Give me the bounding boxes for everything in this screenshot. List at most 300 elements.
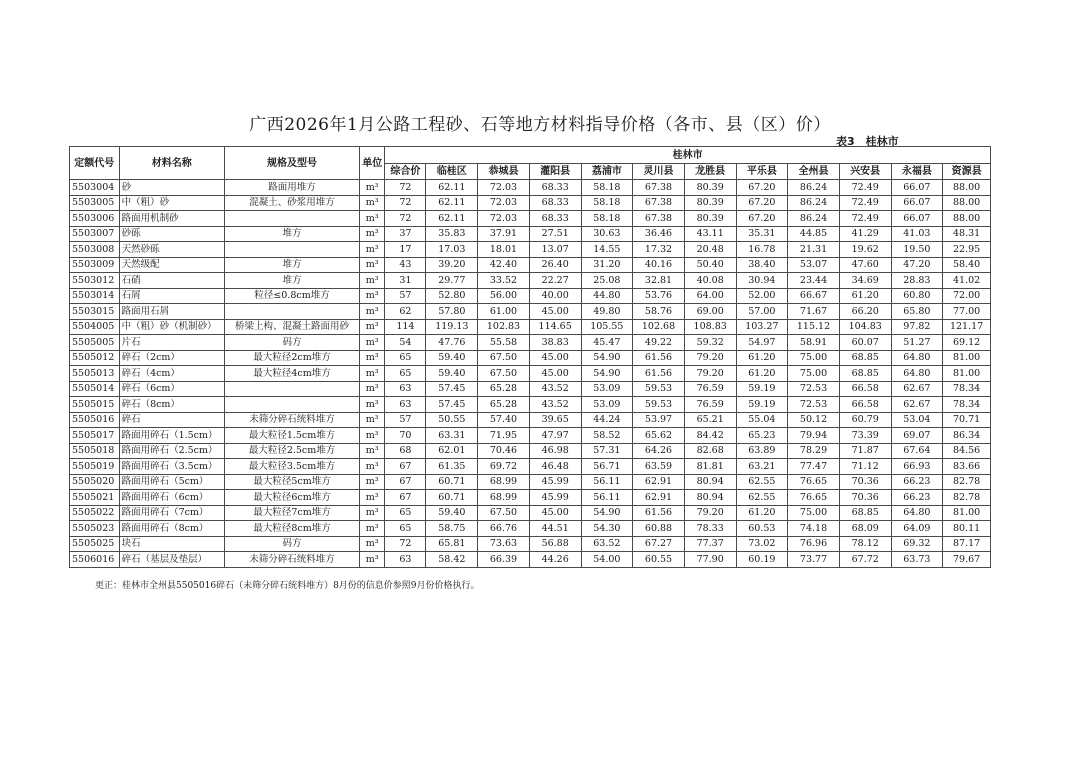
cell-code: 5503004 <box>70 180 120 196</box>
cell-unit: m³ <box>360 397 385 413</box>
cell-price: 72.49 <box>839 180 891 196</box>
cell-price: 57.40 <box>478 412 530 428</box>
cell-price: 43.52 <box>529 381 581 397</box>
cell-material-name: 中（粗）砂（机制砂） <box>119 319 224 335</box>
cell-price: 72.49 <box>839 195 891 211</box>
cell-price: 58.42 <box>426 552 478 568</box>
cell-price: 47.20 <box>891 257 943 273</box>
cell-price: 54.90 <box>581 350 633 366</box>
cell-price: 102.68 <box>633 319 685 335</box>
cell-price: 86.24 <box>788 195 840 211</box>
table-row <box>70 443 991 459</box>
cell-price: 37 <box>385 226 426 242</box>
cell-price: 65 <box>385 350 426 366</box>
cell-price: 67.50 <box>478 505 530 521</box>
cell-price: 62.67 <box>891 397 943 413</box>
cell-price: 57.31 <box>581 443 633 459</box>
cell-price: 66.07 <box>891 195 943 211</box>
cell-price: 35.83 <box>426 226 478 242</box>
cell-unit: m³ <box>360 521 385 537</box>
cell-price: 30.63 <box>581 226 633 242</box>
cell-price: 53.97 <box>633 412 685 428</box>
cell-price: 70.71 <box>943 412 991 428</box>
cell-price: 59.40 <box>426 350 478 366</box>
cell-unit: m³ <box>360 412 385 428</box>
cell-price: 40.16 <box>633 257 685 273</box>
cell-price: 64.00 <box>684 288 736 304</box>
cell-price: 51.27 <box>891 335 943 351</box>
cell-material-name: 路面用碎石（1.5cm） <box>119 428 224 444</box>
cell-price: 78.34 <box>943 381 991 397</box>
cell-material-name: 路面用碎石（5cm） <box>119 474 224 490</box>
cell-price: 77.00 <box>943 304 991 320</box>
cell-price: 66.39 <box>478 552 530 568</box>
cell-price: 72 <box>385 180 426 196</box>
cell-spec: 码方 <box>225 536 360 552</box>
cell-price: 58.91 <box>788 335 840 351</box>
cell-price: 20.48 <box>684 242 736 258</box>
cell-price: 21.31 <box>788 242 840 258</box>
cell-price: 73.39 <box>839 428 891 444</box>
cell-price: 75.00 <box>788 350 840 366</box>
cell-price: 81.81 <box>684 459 736 475</box>
cell-spec <box>225 211 360 227</box>
cell-price: 72.03 <box>478 180 530 196</box>
cell-unit: m³ <box>360 552 385 568</box>
cell-code: 5505021 <box>70 490 120 506</box>
cell-price: 44.51 <box>529 521 581 537</box>
cell-price: 74.18 <box>788 521 840 537</box>
cell-price: 76.65 <box>788 490 840 506</box>
cell-code: 5505018 <box>70 443 120 459</box>
cell-price: 103.27 <box>736 319 788 335</box>
cell-price: 68.85 <box>839 366 891 382</box>
cell-price: 31.20 <box>581 257 633 273</box>
cell-price: 61.20 <box>736 505 788 521</box>
cell-code: 5505025 <box>70 536 120 552</box>
table-row <box>70 552 991 568</box>
price-table <box>69 146 991 568</box>
header-code: 定额代号 <box>70 147 120 180</box>
header-region: 临桂区 <box>426 164 478 180</box>
cell-price: 54.30 <box>581 521 633 537</box>
cell-price: 104.83 <box>839 319 891 335</box>
cell-price: 45.99 <box>529 490 581 506</box>
cell-price: 69.12 <box>943 335 991 351</box>
cell-price: 43.11 <box>684 226 736 242</box>
cell-price: 49.22 <box>633 335 685 351</box>
cell-price: 65.28 <box>478 381 530 397</box>
cell-unit: m³ <box>360 443 385 459</box>
cell-price: 57.45 <box>426 397 478 413</box>
cell-price: 56.00 <box>478 288 530 304</box>
cell-unit: m³ <box>360 242 385 258</box>
cell-code: 5505015 <box>70 397 120 413</box>
table-row <box>70 273 991 289</box>
cell-price: 105.55 <box>581 319 633 335</box>
cell-price: 83.66 <box>943 459 991 475</box>
cell-code: 5505022 <box>70 505 120 521</box>
cell-price: 45.00 <box>529 366 581 382</box>
cell-spec <box>225 304 360 320</box>
cell-spec <box>225 381 360 397</box>
cell-price: 33.52 <box>478 273 530 289</box>
cell-spec: 最大粒径2.5cm堆方 <box>225 443 360 459</box>
cell-price: 58.52 <box>581 428 633 444</box>
cell-price: 64.80 <box>891 505 943 521</box>
cell-price: 58.18 <box>581 211 633 227</box>
cell-price: 62.91 <box>633 474 685 490</box>
cell-price: 30.94 <box>736 273 788 289</box>
table-row <box>70 474 991 490</box>
cell-price: 61.35 <box>426 459 478 475</box>
cell-price: 66.20 <box>839 304 891 320</box>
table-header <box>70 147 991 180</box>
cell-price: 65.81 <box>426 536 478 552</box>
cell-price: 70.36 <box>839 474 891 490</box>
cell-price: 82.68 <box>684 443 736 459</box>
cell-price: 60.88 <box>633 521 685 537</box>
table-row <box>70 366 991 382</box>
cell-code: 5505005 <box>70 335 120 351</box>
cell-code: 5504005 <box>70 319 120 335</box>
cell-price: 72 <box>385 536 426 552</box>
cell-price: 39.20 <box>426 257 478 273</box>
cell-material-name: 碎石（2cm） <box>119 350 224 366</box>
cell-price: 65 <box>385 366 426 382</box>
cell-price: 69.07 <box>891 428 943 444</box>
cell-material-name: 碎石 <box>119 412 224 428</box>
cell-price: 68.33 <box>529 195 581 211</box>
cell-unit: m³ <box>360 257 385 273</box>
cell-price: 79.67 <box>943 552 991 568</box>
cell-price: 88.00 <box>943 195 991 211</box>
table-row <box>70 536 991 552</box>
correction-note: 更正：桂林市全州县5505016碎石（未筛分碎石统料堆方）8月份的信息价参照9月份价格执行。 <box>95 581 480 591</box>
header-region: 资源县 <box>943 164 991 180</box>
cell-spec: 堆方 <box>225 257 360 273</box>
cell-price: 45.47 <box>581 335 633 351</box>
cell-price: 65.80 <box>891 304 943 320</box>
cell-price: 62.55 <box>736 490 788 506</box>
cell-spec: 最大粒径3.5cm堆方 <box>225 459 360 475</box>
cell-price: 87.17 <box>943 536 991 552</box>
cell-price: 62.11 <box>426 195 478 211</box>
cell-unit: m³ <box>360 459 385 475</box>
cell-price: 63 <box>385 397 426 413</box>
cell-price: 66.67 <box>788 288 840 304</box>
cell-price: 54.97 <box>736 335 788 351</box>
cell-material-name: 石硝 <box>119 273 224 289</box>
cell-code: 5503009 <box>70 257 120 273</box>
cell-spec: 未筛分碎石统料堆方 <box>225 552 360 568</box>
cell-price: 73.63 <box>478 536 530 552</box>
header-region: 永福县 <box>891 164 943 180</box>
cell-price: 63.52 <box>581 536 633 552</box>
cell-price: 32.81 <box>633 273 685 289</box>
table-body <box>70 180 991 568</box>
cell-price: 66.93 <box>891 459 943 475</box>
cell-price: 37.91 <box>478 226 530 242</box>
cell-price: 46.48 <box>529 459 581 475</box>
cell-unit: m³ <box>360 180 385 196</box>
table-row <box>70 521 991 537</box>
cell-price: 121.17 <box>943 319 991 335</box>
cell-price: 80.39 <box>684 195 736 211</box>
cell-price: 72.00 <box>943 288 991 304</box>
cell-price: 80.39 <box>684 180 736 196</box>
cell-price: 64.26 <box>633 443 685 459</box>
cell-material-name: 碎石（6cm） <box>119 381 224 397</box>
cell-price: 59.40 <box>426 505 478 521</box>
cell-price: 54.90 <box>581 505 633 521</box>
cell-unit: m³ <box>360 288 385 304</box>
cell-price: 86.24 <box>788 211 840 227</box>
cell-price: 44.80 <box>581 288 633 304</box>
cell-price: 71.12 <box>839 459 891 475</box>
table-row <box>70 428 991 444</box>
cell-price: 70.46 <box>478 443 530 459</box>
table-row <box>70 505 991 521</box>
table-row <box>70 195 991 211</box>
cell-price: 77.90 <box>684 552 736 568</box>
cell-price: 57.80 <box>426 304 478 320</box>
cell-price: 67.20 <box>736 211 788 227</box>
cell-price: 58.40 <box>943 257 991 273</box>
cell-price: 63 <box>385 552 426 568</box>
cell-price: 59.19 <box>736 381 788 397</box>
cell-price: 38.83 <box>529 335 581 351</box>
header-region: 龙胜县 <box>684 164 736 180</box>
cell-price: 66.58 <box>839 381 891 397</box>
header-spec: 规格及型号 <box>225 147 360 180</box>
cell-spec: 最大粒径7cm堆方 <box>225 505 360 521</box>
table-row <box>70 412 991 428</box>
table-row <box>70 350 991 366</box>
table-row <box>70 490 991 506</box>
table-row <box>70 226 991 242</box>
cell-price: 78.12 <box>839 536 891 552</box>
cell-price: 59.32 <box>684 335 736 351</box>
cell-price: 57.45 <box>426 381 478 397</box>
cell-unit: m³ <box>360 304 385 320</box>
cell-price: 88.00 <box>943 180 991 196</box>
cell-price: 65 <box>385 521 426 537</box>
cell-price: 35.31 <box>736 226 788 242</box>
cell-unit: m³ <box>360 536 385 552</box>
cell-price: 65.23 <box>736 428 788 444</box>
cell-spec: 最大粒径1.5cm堆方 <box>225 428 360 444</box>
cell-material-name: 片石 <box>119 335 224 351</box>
cell-price: 60.80 <box>891 288 943 304</box>
cell-price: 58.75 <box>426 521 478 537</box>
cell-code: 5506016 <box>70 552 120 568</box>
cell-price: 75.00 <box>788 366 840 382</box>
table-row <box>70 288 991 304</box>
cell-material-name: 石屑 <box>119 288 224 304</box>
cell-price: 60.71 <box>426 490 478 506</box>
cell-material-name: 块石 <box>119 536 224 552</box>
cell-price: 46.98 <box>529 443 581 459</box>
cell-spec: 粒径≤0.8cm堆方 <box>225 288 360 304</box>
cell-price: 61.56 <box>633 350 685 366</box>
table-row <box>70 304 991 320</box>
cell-price: 78.34 <box>943 397 991 413</box>
cell-price: 40.08 <box>684 273 736 289</box>
cell-code: 5505012 <box>70 350 120 366</box>
header-region: 综合价 <box>385 164 426 180</box>
cell-material-name: 碎石（8cm） <box>119 397 224 413</box>
cell-price: 50.55 <box>426 412 478 428</box>
cell-price: 56.11 <box>581 474 633 490</box>
cell-price: 65 <box>385 505 426 521</box>
cell-code: 5503015 <box>70 304 120 320</box>
cell-spec <box>225 397 360 413</box>
cell-price: 44.24 <box>581 412 633 428</box>
cell-price: 59.53 <box>633 381 685 397</box>
cell-unit: m³ <box>360 319 385 335</box>
cell-price: 68.99 <box>478 474 530 490</box>
cell-material-name: 路面用碎石（3.5cm） <box>119 459 224 475</box>
cell-price: 82.78 <box>943 474 991 490</box>
cell-price: 54.00 <box>581 552 633 568</box>
cell-price: 108.83 <box>684 319 736 335</box>
cell-price: 67 <box>385 474 426 490</box>
cell-material-name: 碎石（基层及垫层） <box>119 552 224 568</box>
cell-price: 44.26 <box>529 552 581 568</box>
cell-price: 56.71 <box>581 459 633 475</box>
cell-price: 86.34 <box>943 428 991 444</box>
cell-price: 72 <box>385 211 426 227</box>
cell-material-name: 路面用碎石（7cm） <box>119 505 224 521</box>
header-region: 灌阳县 <box>529 164 581 180</box>
cell-price: 86.24 <box>788 180 840 196</box>
cell-spec: 堆方 <box>225 226 360 242</box>
cell-price: 47.60 <box>839 257 891 273</box>
cell-material-name: 路面用碎石（6cm） <box>119 490 224 506</box>
cell-price: 31 <box>385 273 426 289</box>
cell-price: 57 <box>385 412 426 428</box>
cell-price: 60.19 <box>736 552 788 568</box>
cell-code: 5503012 <box>70 273 120 289</box>
cell-price: 65.28 <box>478 397 530 413</box>
cell-price: 66.07 <box>891 180 943 196</box>
cell-price: 52.00 <box>736 288 788 304</box>
table-row <box>70 459 991 475</box>
cell-price: 63.59 <box>633 459 685 475</box>
cell-price: 19.50 <box>891 242 943 258</box>
cell-unit: m³ <box>360 381 385 397</box>
cell-price: 64.80 <box>891 366 943 382</box>
cell-code: 5503006 <box>70 211 120 227</box>
cell-price: 26.40 <box>529 257 581 273</box>
cell-code: 5505016 <box>70 412 120 428</box>
cell-price: 56.88 <box>529 536 581 552</box>
cell-material-name: 路面用石屑 <box>119 304 224 320</box>
cell-price: 66.76 <box>478 521 530 537</box>
cell-price: 18.01 <box>478 242 530 258</box>
cell-code: 5505020 <box>70 474 120 490</box>
cell-spec: 未筛分碎石统料堆方 <box>225 412 360 428</box>
cell-unit: m³ <box>360 335 385 351</box>
cell-price: 28.83 <box>891 273 943 289</box>
cell-material-name: 砂砾 <box>119 226 224 242</box>
cell-price: 54.90 <box>581 366 633 382</box>
cell-price: 80.94 <box>684 474 736 490</box>
cell-price: 79.20 <box>684 350 736 366</box>
cell-price: 55.58 <box>478 335 530 351</box>
cell-price: 67.27 <box>633 536 685 552</box>
cell-price: 53.09 <box>581 397 633 413</box>
cell-spec: 最大粒径6cm堆方 <box>225 490 360 506</box>
cell-price: 61.56 <box>633 366 685 382</box>
cell-price: 67.38 <box>633 211 685 227</box>
cell-price: 68 <box>385 443 426 459</box>
cell-price: 73.02 <box>736 536 788 552</box>
cell-price: 62.11 <box>426 180 478 196</box>
cell-spec: 最大粒径4cm堆方 <box>225 366 360 382</box>
cell-unit: m³ <box>360 428 385 444</box>
cell-price: 72.53 <box>788 397 840 413</box>
cell-code: 5503014 <box>70 288 120 304</box>
cell-price: 65.62 <box>633 428 685 444</box>
cell-price: 47.97 <box>529 428 581 444</box>
cell-price: 36.46 <box>633 226 685 242</box>
cell-spec: 混凝土、砂浆用堆方 <box>225 195 360 211</box>
cell-price: 75.00 <box>788 505 840 521</box>
cell-price: 62.55 <box>736 474 788 490</box>
cell-price: 57 <box>385 288 426 304</box>
cell-material-name: 砂 <box>119 180 224 196</box>
cell-price: 68.33 <box>529 180 581 196</box>
cell-price: 53.04 <box>891 412 943 428</box>
cell-price: 53.09 <box>581 381 633 397</box>
cell-price: 78.33 <box>684 521 736 537</box>
cell-price: 42.40 <box>478 257 530 273</box>
table-row <box>70 381 991 397</box>
cell-price: 68.99 <box>478 490 530 506</box>
cell-price: 60.07 <box>839 335 891 351</box>
cell-price: 79.20 <box>684 366 736 382</box>
cell-price: 77.47 <box>788 459 840 475</box>
cell-code: 5503007 <box>70 226 120 242</box>
cell-price: 49.80 <box>581 304 633 320</box>
cell-price: 60.55 <box>633 552 685 568</box>
cell-price: 72.53 <box>788 381 840 397</box>
cell-price: 67.20 <box>736 180 788 196</box>
cell-price: 50.40 <box>684 257 736 273</box>
cell-unit: m³ <box>360 490 385 506</box>
header-region: 兴安县 <box>839 164 891 180</box>
cell-price: 71.67 <box>788 304 840 320</box>
cell-price: 63.89 <box>736 443 788 459</box>
cell-price: 114.65 <box>529 319 581 335</box>
cell-price: 77.37 <box>684 536 736 552</box>
cell-price: 22.95 <box>943 242 991 258</box>
cell-price: 64.09 <box>891 521 943 537</box>
cell-price: 80.39 <box>684 211 736 227</box>
cell-price: 67.50 <box>478 366 530 382</box>
cell-price: 69.32 <box>891 536 943 552</box>
cell-price: 76.65 <box>788 474 840 490</box>
cell-price: 57.00 <box>736 304 788 320</box>
cell-price: 65.21 <box>684 412 736 428</box>
cell-spec: 最大粒径2cm堆方 <box>225 350 360 366</box>
header-region: 灵川县 <box>633 164 685 180</box>
cell-price: 79.94 <box>788 428 840 444</box>
cell-price: 67.72 <box>839 552 891 568</box>
header-region: 平乐县 <box>736 164 788 180</box>
